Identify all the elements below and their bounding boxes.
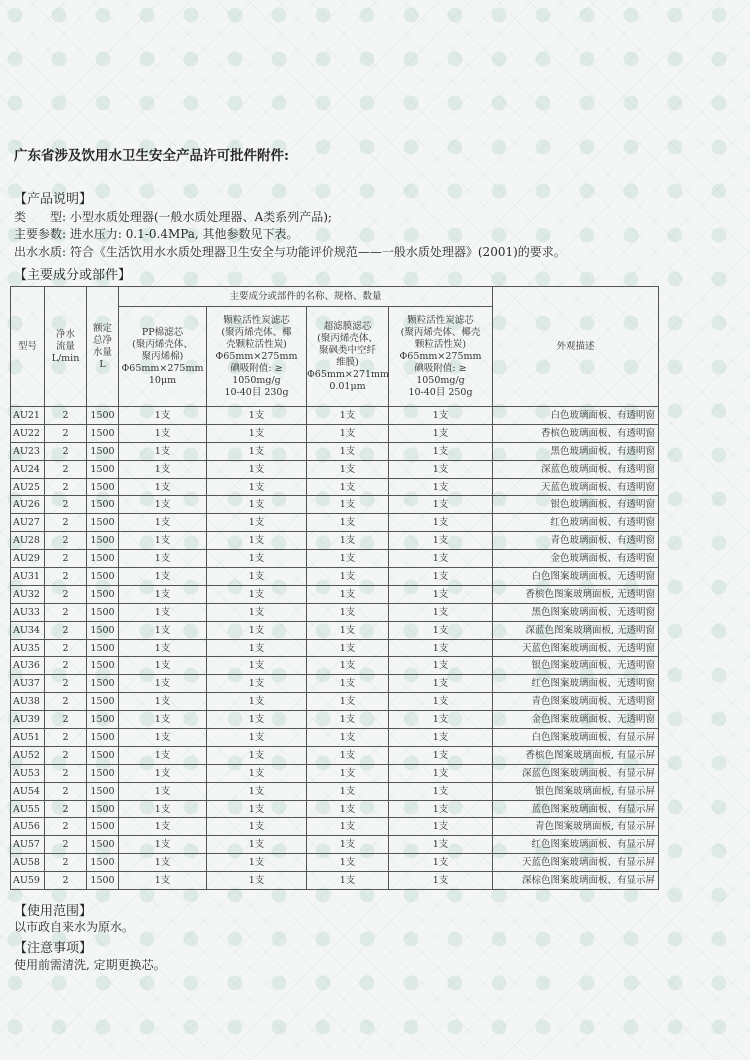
- cell-model: AU57: [11, 836, 45, 854]
- cell-flow: 2: [45, 460, 87, 478]
- cell-filter-uf: 1支: [307, 568, 389, 586]
- cell-flow: 2: [45, 621, 87, 639]
- cell-model: AU26: [11, 496, 45, 514]
- cell-filter-pp: 1支: [119, 800, 207, 818]
- cell-description: 金色图案玻璃面板、无透明窗: [493, 711, 659, 729]
- water-quality-label: 出水水质:: [14, 245, 67, 259]
- cell-flow: 2: [45, 514, 87, 532]
- cell-filter-carbon-230: 1支: [207, 782, 307, 800]
- cell-volume: 1500: [87, 711, 119, 729]
- notes-text: 使用前需清洗, 定期更换芯。: [14, 958, 166, 972]
- cell-model: AU58: [11, 854, 45, 872]
- cell-filter-carbon-250: 1支: [389, 478, 493, 496]
- cell-description: 黑色图案玻璃面板、无透明窗: [493, 603, 659, 621]
- table-row: [11, 478, 659, 496]
- cell-model: AU59: [11, 872, 45, 890]
- cell-volume: 1500: [87, 764, 119, 782]
- cell-filter-uf: 1支: [307, 800, 389, 818]
- params-label: 主要参数:: [14, 227, 67, 241]
- cell-filter-carbon-250: 1支: [389, 460, 493, 478]
- cell-filter-carbon-230: 1支: [207, 514, 307, 532]
- cell-filter-carbon-250: 1支: [389, 514, 493, 532]
- cell-model: AU21: [11, 407, 45, 425]
- table-row: [11, 442, 659, 460]
- cell-filter-pp: 1支: [119, 818, 207, 836]
- cell-model: AU33: [11, 603, 45, 621]
- table-row: [11, 836, 659, 854]
- cell-description: 深棕色图案玻璃面板、有显示屏: [493, 872, 659, 890]
- cell-filter-carbon-230: 1支: [207, 442, 307, 460]
- cell-model: AU25: [11, 478, 45, 496]
- cell-filter-uf: 1支: [307, 424, 389, 442]
- cell-flow: 2: [45, 746, 87, 764]
- table-row: [11, 424, 659, 442]
- cell-filter-carbon-250: 1支: [389, 603, 493, 621]
- cell-filter-pp: 1支: [119, 496, 207, 514]
- cell-description: 香槟色玻璃面板、有透明窗: [493, 424, 659, 442]
- cell-model: AU24: [11, 460, 45, 478]
- header-filter-pp: PP棉滤芯 (聚丙烯壳体、 聚丙烯棉) Φ65mm×275mm 10μm: [119, 307, 207, 407]
- cell-volume: 1500: [87, 407, 119, 425]
- cell-filter-carbon-250: 1支: [389, 675, 493, 693]
- table-row: [11, 657, 659, 675]
- cell-filter-pp: 1支: [119, 603, 207, 621]
- table-row: [11, 603, 659, 621]
- cell-description: 香槟色图案玻璃面板, 有显示屏: [493, 746, 659, 764]
- cell-filter-carbon-230: 1支: [207, 818, 307, 836]
- cell-filter-carbon-230: 1支: [207, 407, 307, 425]
- cell-model: AU34: [11, 621, 45, 639]
- cell-volume: 1500: [87, 818, 119, 836]
- table-row: [11, 496, 659, 514]
- cell-filter-carbon-250: 1支: [389, 639, 493, 657]
- cell-description: 香槟色图案玻璃面板, 无透明窗: [493, 585, 659, 603]
- cell-filter-carbon-230: 1支: [207, 764, 307, 782]
- cell-filter-carbon-230: 1支: [207, 424, 307, 442]
- product-section-heading: 【产品说明】: [14, 192, 93, 207]
- cell-filter-carbon-230: 1支: [207, 460, 307, 478]
- cell-flow: 2: [45, 496, 87, 514]
- cell-filter-uf: 1支: [307, 407, 389, 425]
- cell-volume: 1500: [87, 478, 119, 496]
- cell-filter-uf: 1支: [307, 603, 389, 621]
- cell-volume: 1500: [87, 800, 119, 818]
- cell-filter-carbon-230: 1支: [207, 603, 307, 621]
- cell-filter-pp: 1支: [119, 693, 207, 711]
- cell-filter-uf: 1支: [307, 764, 389, 782]
- cell-filter-uf: 1支: [307, 818, 389, 836]
- cell-description: 天蓝色玻璃面板、有透明窗: [493, 478, 659, 496]
- cell-description: 红色图案玻璃面板、有显示屏: [493, 836, 659, 854]
- cell-model: AU36: [11, 657, 45, 675]
- cell-description: 金色玻璃面板、有透明窗: [493, 550, 659, 568]
- cell-filter-uf: 1支: [307, 854, 389, 872]
- cell-filter-carbon-250: 1支: [389, 818, 493, 836]
- cell-flow: 2: [45, 639, 87, 657]
- cell-flow: 2: [45, 836, 87, 854]
- cell-filter-carbon-250: 1支: [389, 746, 493, 764]
- header-flow: 净水 流量 L/min: [45, 287, 87, 407]
- table-row: [11, 407, 659, 425]
- cell-filter-uf: 1支: [307, 478, 389, 496]
- cell-filter-pp: 1支: [119, 621, 207, 639]
- table-row: [11, 550, 659, 568]
- cell-filter-uf: 1支: [307, 460, 389, 478]
- cell-filter-pp: 1支: [119, 746, 207, 764]
- cell-description: 银色图案玻璃面板、无透明窗: [493, 657, 659, 675]
- cell-filter-carbon-250: 1支: [389, 872, 493, 890]
- water-quality-value: 符合《生活饮用水水质处理器卫生安全与功能评价规范——一般水质处理器》(2001)的要求。: [69, 245, 566, 259]
- cell-description: 白色图案玻璃面板、无透明窗: [493, 568, 659, 586]
- cell-model: AU55: [11, 800, 45, 818]
- cell-model: AU27: [11, 514, 45, 532]
- cell-filter-carbon-250: 1支: [389, 800, 493, 818]
- usage-heading: 【使用范围】: [14, 904, 93, 919]
- cell-model: AU39: [11, 711, 45, 729]
- cell-model: AU53: [11, 764, 45, 782]
- cell-description: 银色玻璃面板、有透明窗: [493, 496, 659, 514]
- cell-filter-pp: 1支: [119, 550, 207, 568]
- cell-filter-uf: 1支: [307, 532, 389, 550]
- cell-flow: 2: [45, 603, 87, 621]
- components-heading: 【主要成分或部件】: [14, 268, 132, 283]
- cell-filter-carbon-250: 1支: [389, 496, 493, 514]
- cell-filter-pp: 1支: [119, 764, 207, 782]
- cell-filter-pp: 1支: [119, 478, 207, 496]
- cell-model: AU32: [11, 585, 45, 603]
- table-row: [11, 514, 659, 532]
- table-row: [11, 532, 659, 550]
- table-row: [11, 460, 659, 478]
- cell-volume: 1500: [87, 621, 119, 639]
- cell-description: 黑色玻璃面板、有透明窗: [493, 442, 659, 460]
- cell-filter-carbon-230: 1支: [207, 621, 307, 639]
- header-description: 外观描述: [493, 287, 659, 407]
- cell-model: AU56: [11, 818, 45, 836]
- cell-model: AU38: [11, 693, 45, 711]
- cell-volume: 1500: [87, 514, 119, 532]
- cell-model: AU22: [11, 424, 45, 442]
- cell-volume: 1500: [87, 657, 119, 675]
- cell-flow: 2: [45, 442, 87, 460]
- cell-flow: 2: [45, 568, 87, 586]
- cell-volume: 1500: [87, 568, 119, 586]
- table-row: [11, 711, 659, 729]
- cell-model: AU35: [11, 639, 45, 657]
- cell-filter-carbon-250: 1支: [389, 585, 493, 603]
- cell-filter-carbon-230: 1支: [207, 693, 307, 711]
- cell-filter-carbon-230: 1支: [207, 711, 307, 729]
- cell-filter-carbon-250: 1支: [389, 657, 493, 675]
- table-row: [11, 693, 659, 711]
- cell-filter-carbon-250: 1支: [389, 693, 493, 711]
- cell-description: 天蓝色图案玻璃面板、有显示屏: [493, 854, 659, 872]
- cell-flow: 2: [45, 800, 87, 818]
- header-filter-uf: 超滤膜滤芯 (聚丙烯壳体、 聚砜类中空纤 维膜) Φ65mm×271mm 0.01μm: [307, 307, 389, 407]
- cell-filter-carbon-230: 1支: [207, 836, 307, 854]
- table-row: [11, 782, 659, 800]
- cell-filter-carbon-230: 1支: [207, 872, 307, 890]
- table-row: [11, 729, 659, 747]
- cell-filter-carbon-250: 1支: [389, 711, 493, 729]
- cell-filter-carbon-230: 1支: [207, 496, 307, 514]
- table-row: [11, 818, 659, 836]
- cell-flow: 2: [45, 693, 87, 711]
- cell-filter-uf: 1支: [307, 729, 389, 747]
- cell-filter-uf: 1支: [307, 514, 389, 532]
- cell-flow: 2: [45, 872, 87, 890]
- table-row: [11, 639, 659, 657]
- cell-volume: 1500: [87, 639, 119, 657]
- cell-flow: 2: [45, 478, 87, 496]
- cell-volume: 1500: [87, 854, 119, 872]
- cell-flow: 2: [45, 818, 87, 836]
- cell-volume: 1500: [87, 442, 119, 460]
- table-row: [11, 746, 659, 764]
- type-value: 小型水质处理器(一般水质处理器、A类系列产品);: [69, 210, 332, 224]
- header-model: 型号: [11, 287, 45, 407]
- cell-flow: 2: [45, 729, 87, 747]
- cell-filter-carbon-250: 1支: [389, 764, 493, 782]
- cell-filter-carbon-250: 1支: [389, 854, 493, 872]
- cell-filter-pp: 1支: [119, 711, 207, 729]
- cell-filter-uf: 1支: [307, 872, 389, 890]
- cell-description: 白色玻璃面板、有透明窗: [493, 407, 659, 425]
- cell-volume: 1500: [87, 585, 119, 603]
- cell-filter-carbon-230: 1支: [207, 657, 307, 675]
- cell-filter-uf: 1支: [307, 550, 389, 568]
- cell-filter-pp: 1支: [119, 675, 207, 693]
- cell-filter-uf: 1支: [307, 585, 389, 603]
- type-line: [14, 208, 332, 225]
- cell-filter-carbon-230: 1支: [207, 532, 307, 550]
- cell-description: 蓝色图案玻璃面板、有显示屏: [493, 800, 659, 818]
- cell-filter-pp: 1支: [119, 872, 207, 890]
- header-filter-carbon-230: 颗粒活性炭滤芯 (聚丙烯壳体、椰 壳颗粒活性炭) Φ65mm×275mm 碘吸附值: ≥ 1050mg/g 10-40目 230g: [207, 307, 307, 407]
- header-volume: 额定 总净 水量 L: [87, 287, 119, 407]
- cell-flow: 2: [45, 675, 87, 693]
- cell-filter-uf: 1支: [307, 496, 389, 514]
- cell-volume: 1500: [87, 836, 119, 854]
- cell-volume: 1500: [87, 746, 119, 764]
- table-row: [11, 621, 659, 639]
- cell-model: AU37: [11, 675, 45, 693]
- header-components-group: 主要成分或部件的名称、规格、数量: [119, 287, 493, 307]
- cell-filter-carbon-230: 1支: [207, 800, 307, 818]
- cell-filter-carbon-250: 1支: [389, 550, 493, 568]
- params-line: [14, 225, 299, 242]
- cell-flow: 2: [45, 407, 87, 425]
- cell-filter-uf: 1支: [307, 639, 389, 657]
- cell-volume: 1500: [87, 532, 119, 550]
- params-value: 进水压力: 0.1-0.4MPa, 其他参数见下表。: [69, 227, 299, 241]
- cell-filter-carbon-250: 1支: [389, 532, 493, 550]
- cell-filter-pp: 1支: [119, 782, 207, 800]
- page-title: 广东省涉及饮用水卫生安全产品许可批件附件:: [14, 148, 289, 164]
- cell-volume: 1500: [87, 693, 119, 711]
- cell-filter-pp: 1支: [119, 854, 207, 872]
- table-row: [11, 854, 659, 872]
- components-table: [10, 286, 659, 890]
- cell-description: 青色图案玻璃面板, 有显示屏: [493, 818, 659, 836]
- cell-description: 白色图案玻璃面板、有显示屏: [493, 729, 659, 747]
- cell-filter-carbon-250: 1支: [389, 729, 493, 747]
- cell-filter-carbon-230: 1支: [207, 550, 307, 568]
- cell-filter-uf: 1支: [307, 782, 389, 800]
- cell-model: AU23: [11, 442, 45, 460]
- table-row: [11, 568, 659, 586]
- cell-flow: 2: [45, 782, 87, 800]
- type-label: 类 型:: [14, 210, 67, 224]
- cell-filter-carbon-250: 1支: [389, 424, 493, 442]
- cell-filter-carbon-250: 1支: [389, 782, 493, 800]
- cell-description: 深蓝色图案玻璃面板, 无透明窗: [493, 621, 659, 639]
- cell-flow: 2: [45, 764, 87, 782]
- cell-filter-pp: 1支: [119, 460, 207, 478]
- table-row: [11, 764, 659, 782]
- cell-filter-pp: 1支: [119, 442, 207, 460]
- cell-volume: 1500: [87, 782, 119, 800]
- cell-description: 天蓝色图案玻璃面板、无透明窗: [493, 639, 659, 657]
- cell-flow: 2: [45, 532, 87, 550]
- cell-filter-carbon-230: 1支: [207, 639, 307, 657]
- cell-model: AU52: [11, 746, 45, 764]
- cell-description: 青色图案玻璃面板、无透明窗: [493, 693, 659, 711]
- cell-filter-carbon-250: 1支: [389, 442, 493, 460]
- cell-flow: 2: [45, 711, 87, 729]
- cell-filter-pp: 1支: [119, 639, 207, 657]
- cell-volume: 1500: [87, 550, 119, 568]
- cell-filter-pp: 1支: [119, 729, 207, 747]
- cell-filter-carbon-230: 1支: [207, 585, 307, 603]
- cell-model: AU54: [11, 782, 45, 800]
- cell-filter-carbon-250: 1支: [389, 621, 493, 639]
- cell-filter-carbon-230: 1支: [207, 746, 307, 764]
- cell-description: 深蓝色图案玻璃面板、有显示屏: [493, 764, 659, 782]
- cell-filter-carbon-250: 1支: [389, 836, 493, 854]
- cell-filter-pp: 1支: [119, 424, 207, 442]
- notes-heading: 【注意事项】: [14, 941, 93, 956]
- cell-flow: 2: [45, 854, 87, 872]
- cell-flow: 2: [45, 550, 87, 568]
- cell-filter-uf: 1支: [307, 621, 389, 639]
- cell-filter-carbon-230: 1支: [207, 854, 307, 872]
- cell-description: 青色玻璃面板、有透明窗: [493, 532, 659, 550]
- cell-filter-carbon-250: 1支: [389, 568, 493, 586]
- cell-filter-uf: 1支: [307, 711, 389, 729]
- cell-filter-carbon-250: 1支: [389, 407, 493, 425]
- table-row: [11, 800, 659, 818]
- cell-filter-carbon-230: 1支: [207, 478, 307, 496]
- cell-volume: 1500: [87, 496, 119, 514]
- cell-filter-pp: 1支: [119, 532, 207, 550]
- cell-volume: 1500: [87, 675, 119, 693]
- cell-filter-carbon-230: 1支: [207, 568, 307, 586]
- cell-filter-uf: 1支: [307, 657, 389, 675]
- cell-volume: 1500: [87, 603, 119, 621]
- cell-description: 深蓝色玻璃面板、有透明窗: [493, 460, 659, 478]
- cell-filter-carbon-230: 1支: [207, 729, 307, 747]
- cell-model: AU29: [11, 550, 45, 568]
- cell-filter-pp: 1支: [119, 657, 207, 675]
- cell-filter-uf: 1支: [307, 442, 389, 460]
- cell-description: 红色玻璃面板、有透明窗: [493, 514, 659, 532]
- cell-volume: 1500: [87, 424, 119, 442]
- cell-filter-pp: 1支: [119, 568, 207, 586]
- cell-flow: 2: [45, 657, 87, 675]
- usage-text: 以市政自来水为原水。: [14, 920, 135, 934]
- cell-description: 红色图案玻璃面板、无透明窗: [493, 675, 659, 693]
- cell-filter-carbon-230: 1支: [207, 675, 307, 693]
- table-row: [11, 872, 659, 890]
- cell-filter-uf: 1支: [307, 693, 389, 711]
- cell-flow: 2: [45, 424, 87, 442]
- cell-model: AU51: [11, 729, 45, 747]
- table-row: [11, 585, 659, 603]
- cell-volume: 1500: [87, 729, 119, 747]
- cell-volume: 1500: [87, 460, 119, 478]
- table-row: [11, 675, 659, 693]
- cell-filter-uf: 1支: [307, 675, 389, 693]
- cell-filter-pp: 1支: [119, 585, 207, 603]
- cell-filter-uf: 1支: [307, 746, 389, 764]
- cell-filter-pp: 1支: [119, 836, 207, 854]
- header-filter-carbon-250: 颗粒活性炭滤芯 (聚丙烯壳体、椰壳 颗粒活性炭) Φ65mm×275mm 碘吸附值: ≥ 1050mg/g 10-40目 250g: [389, 307, 493, 407]
- water-quality-line: [14, 243, 566, 260]
- cell-model: AU28: [11, 532, 45, 550]
- cell-description: 银色图案玻璃面板, 有显示屏: [493, 782, 659, 800]
- cell-filter-pp: 1支: [119, 514, 207, 532]
- cell-volume: 1500: [87, 872, 119, 890]
- cell-model: AU31: [11, 568, 45, 586]
- cell-flow: 2: [45, 585, 87, 603]
- cell-filter-uf: 1支: [307, 836, 389, 854]
- cell-filter-pp: 1支: [119, 407, 207, 425]
